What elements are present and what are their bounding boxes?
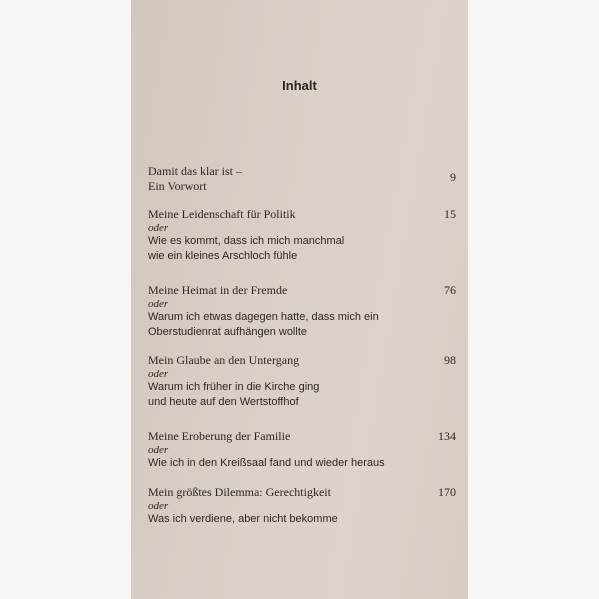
entry-subline-1: Was ich verdiene, aber nicht bekomme [148, 513, 338, 525]
toc-entry-5 [148, 429, 456, 471]
entry-page-number: 76 [444, 283, 456, 297]
entry-oder: oder [148, 444, 169, 456]
entry-title: Mein Glaube an den Untergang [148, 353, 300, 367]
book-page [131, 0, 468, 599]
entry-title: Meine Heimat in der Fremde [148, 283, 288, 297]
entry-oder: oder [148, 368, 169, 380]
entry-subline-1: Warum ich etwas dagegen hatte, dass mich ein [148, 311, 379, 323]
entry-subline-1: Warum ich früher in die Kirche ging [148, 381, 320, 393]
entry-subline-2: Oberstudienrat aufhängen wollte [148, 326, 307, 338]
entry-page-number: 15 [444, 207, 456, 221]
entry-subline-2: wie ein kleines Arschloch fühle [148, 250, 298, 262]
entry-page-number: 170 [438, 485, 456, 499]
entry-oder: oder [148, 500, 169, 512]
toc-entry-1 [148, 164, 456, 194]
toc-entry-2 [148, 207, 456, 264]
toc-entry-4 [148, 353, 456, 410]
entry-oder: oder [148, 222, 169, 234]
entry-title: Mein größtes Dilemma: Gerechtigkeit [148, 485, 331, 499]
toc-entry-6 [148, 485, 456, 527]
entry-subline-2: und heute auf den Wertstoffhof [148, 396, 299, 408]
entry-title: Meine Leidenschaft für Politik [148, 207, 296, 221]
entry-title: Damit das klar ist – [148, 164, 242, 178]
entry-page-number: 98 [444, 353, 456, 367]
toc-heading: Inhalt [282, 78, 317, 93]
entry-oder: oder [148, 298, 169, 310]
entry-page-number: 134 [438, 429, 456, 443]
entry-title: Meine Eroberung der Familie [148, 429, 291, 443]
toc-entry-3 [148, 283, 456, 340]
entry-page-number: 9 [450, 170, 456, 184]
entry-subtitle: Ein Vorwort [148, 179, 207, 193]
entry-subline-1: Wie es kommt, dass ich mich manchmal [148, 235, 345, 247]
entry-subline-1: Wie ich in den Kreißsaal fand und wieder heraus [148, 457, 385, 469]
